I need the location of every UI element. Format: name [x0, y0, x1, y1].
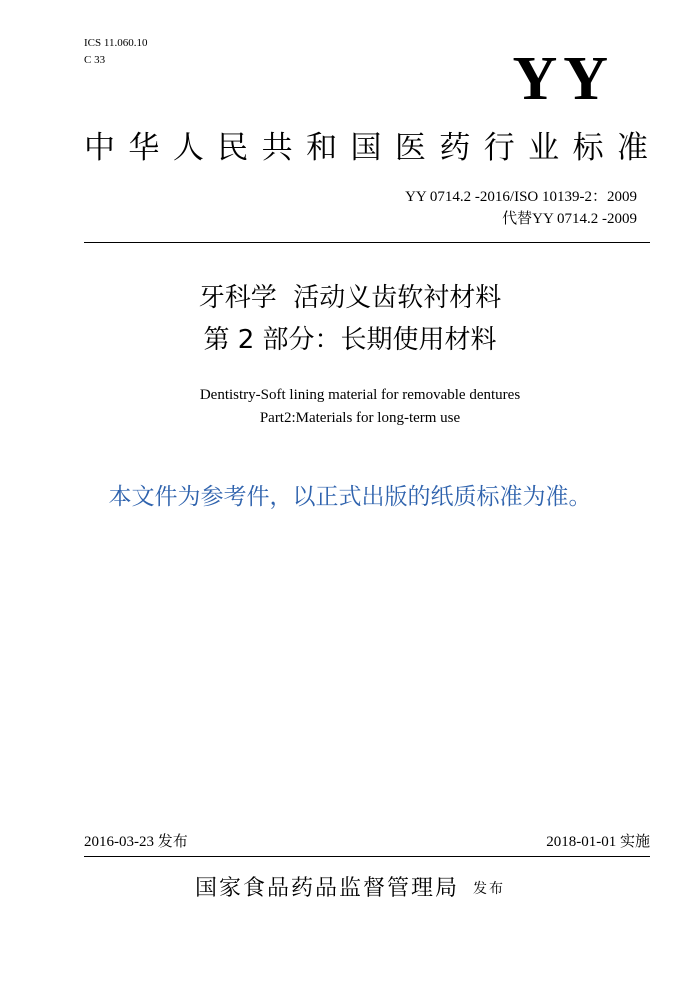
- issue-date: 2016-03-23 发布: [84, 834, 188, 850]
- title-chinese-line1: 牙科学 活动义齿软衬材料: [198, 283, 502, 313]
- title-english-line2: Part2:Materials for long-term use: [259, 410, 461, 426]
- divider-bottom: [84, 856, 650, 857]
- reference-notice: 本文件为参考件，以正式出版的纸质标准为准。: [108, 484, 592, 510]
- standard-number: YY 0714.2 -2016/ISO 10139-2：2009: [405, 189, 637, 205]
- title-english-line1: Dentistry-Soft lining material for removable dentures: [199, 387, 521, 403]
- standard-category: 中华人民共和国医药行业标准: [84, 130, 650, 166]
- ccs-code: C 33: [84, 54, 106, 66]
- publisher-name: 国家食品药品监督管理局: [194, 876, 459, 901]
- standard-logo: YY: [512, 45, 614, 113]
- ics-code: ICS 11.060.10: [84, 37, 148, 49]
- title-chinese-line2: 第 2 部分：长期使用材料: [203, 325, 497, 355]
- replaced-standard: 代替YY 0714.2 -2009: [502, 211, 637, 227]
- implementation-date: 2018-01-01 实施: [546, 834, 650, 850]
- publish-label: 发布: [473, 881, 505, 897]
- publisher-row: [0, 873, 700, 905]
- divider-top: [84, 242, 650, 243]
